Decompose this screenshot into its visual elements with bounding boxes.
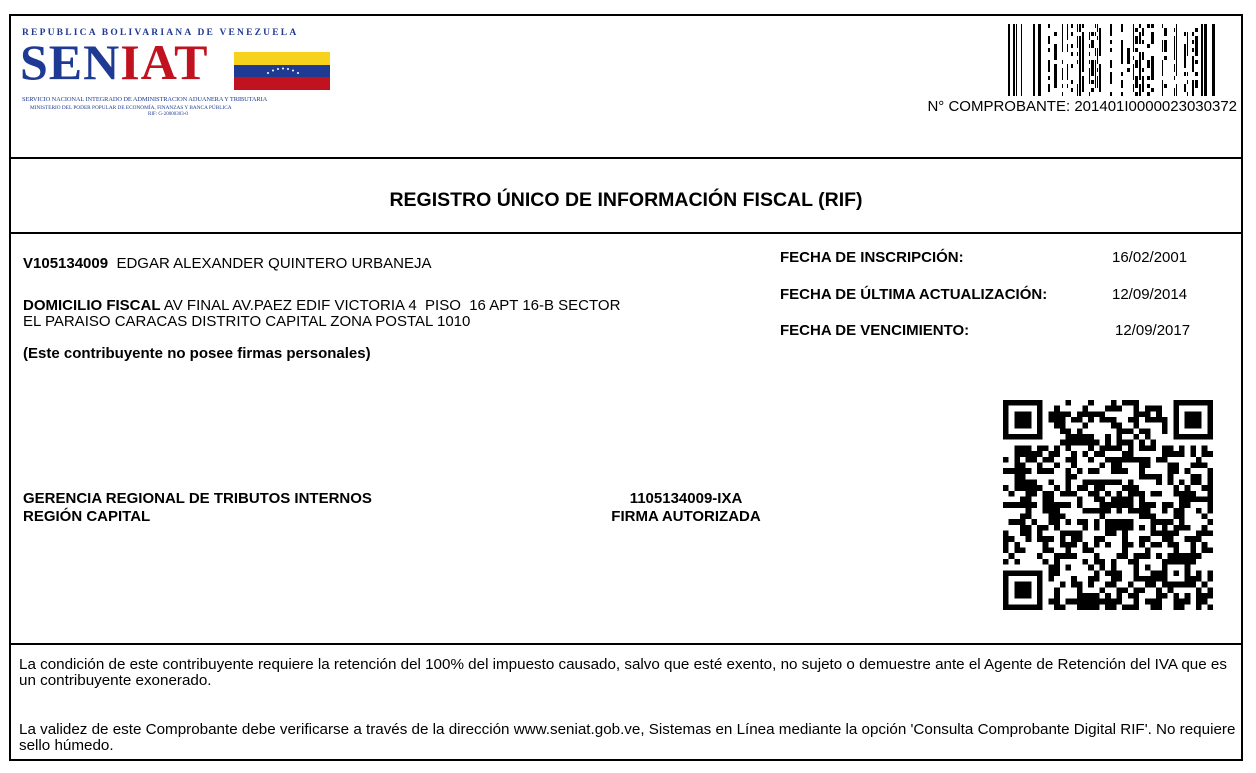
inscripcion-value: 16/02/2001	[1112, 249, 1188, 266]
taxpayer-name: EDGAR ALEXANDER QUINTERO URBANEJA	[116, 255, 432, 272]
vencimiento-label: FECHA DE VENCIMIENTO:	[780, 322, 970, 339]
qr-code-image	[1003, 400, 1213, 610]
divider	[11, 157, 1241, 159]
logo-republic-text: REPUBLICA BOLIVARIANA DE VENEZUELA	[22, 28, 299, 38]
footer-note-retention: La condición de este contribuyente requiere la retención del 100% del impuesto causado, salvo que esté exento, no sujeto o demuestre ante el Agente de Retención del IVA que es un contribuyente exonerado.	[19, 656, 1227, 689]
venezuela-flag-icon	[234, 52, 330, 90]
logo-subtitle-2: MINISTERIO DEL PODER POPULAR DE ECONOMÍA, FINANZAS Y BANCA PÚBLICA	[30, 105, 232, 111]
seniat-logo	[20, 26, 325, 121]
comprobante-number: 201401I0000023030372	[1074, 98, 1237, 115]
comprobante-label: N° COMPROBANTE:	[927, 98, 1071, 115]
taxpayer-rif: V105134009	[23, 255, 109, 272]
domicilio-label: DOMICILIO FISCAL	[23, 297, 161, 314]
inscripcion-label: FECHA DE INSCRIPCIÓN:	[780, 249, 964, 266]
signature-code: 1105134009-IXA	[629, 490, 743, 507]
issuing-office	[23, 490, 372, 526]
divider	[11, 232, 1241, 234]
footer-note-validity: La validez de este Comprobante debe verificarse a través de la dirección www.seniat.gob.ve, Sistemas en Línea mediante la opción 'Consulta Comprobante Digital RIF'. No requiere sello húmedo.	[19, 721, 1236, 754]
signature-label: FIRMA AUTORIZADA	[611, 508, 761, 525]
logo-subtitle-1: SERVICIO NACIONAL INTEGRADO DE ADMINISTRACION ADUANERA Y TRIBUTARIA	[22, 96, 268, 103]
logo-brand	[20, 34, 209, 90]
office-line2: REGIÓN CAPITAL	[23, 508, 151, 525]
document-frame	[9, 14, 1243, 761]
logo-brand-prefix: SEN	[20, 34, 121, 90]
document-title: REGISTRO ÚNICO DE INFORMACIÓN FISCAL (RIF)	[389, 189, 863, 211]
domicilio-line1: AV FINAL AV.PAEZ EDIF VICTORIA 4 PISO 16 APT 16-B SECTOR	[163, 297, 621, 314]
logo-subtitle-3: RIF: G-20000303-0	[148, 112, 188, 117]
logo-brand-suffix: IAT	[120, 34, 209, 90]
actualizacion-label: FECHA DE ÚLTIMA ACTUALIZACIÓN:	[780, 286, 1048, 303]
comprobante	[927, 98, 1237, 115]
actualizacion-value: 12/09/2014	[1112, 286, 1188, 303]
office-line1: GERENCIA REGIONAL DE TRIBUTOS INTERNOS	[23, 490, 372, 507]
divider	[11, 643, 1241, 645]
taxpayer-id-line	[23, 255, 432, 272]
barcode-image	[1008, 24, 1225, 96]
domicilio-line2: EL PARAISO CARACAS DISTRITO CAPITAL ZONA POSTAL 1010	[23, 313, 471, 330]
firmas-note: (Este contribuyente no posee firmas personales)	[23, 345, 371, 362]
domicilio-fiscal	[23, 298, 620, 330]
vencimiento-value: 12/09/2017	[1115, 322, 1191, 339]
authorized-signature	[591, 490, 781, 526]
